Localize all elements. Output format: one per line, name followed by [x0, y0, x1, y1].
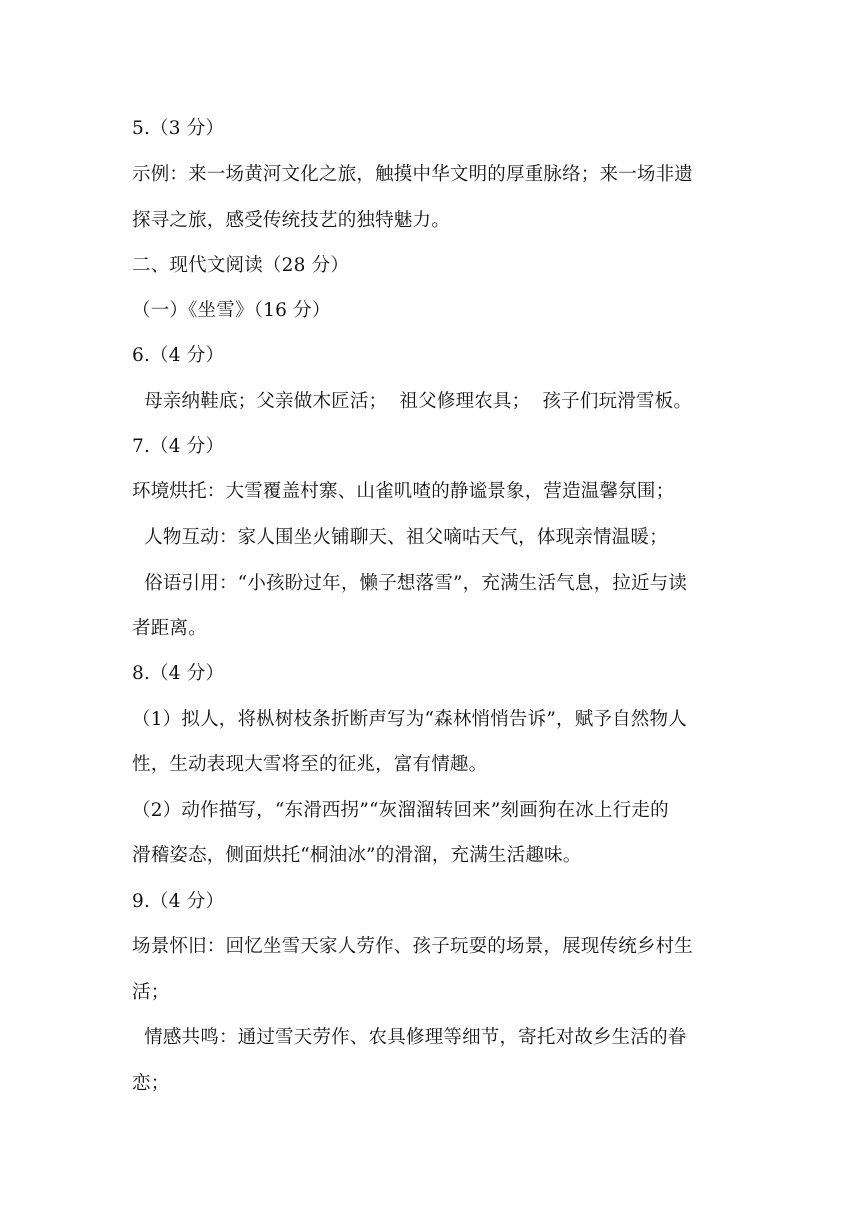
answer-5-line-1: 示例：来一场黄河文化之旅，触摸中华文明的厚重脉络；来一场非遗 — [132, 164, 694, 185]
question-7-heading: 7.（4 分） — [132, 436, 225, 457]
question-5-heading: 5.（3 分） — [132, 118, 225, 139]
question-9-heading: 9.（4 分） — [132, 891, 225, 912]
answer-7-line-4: 者距离。 — [132, 618, 207, 639]
answer-9-line-2: 活； — [132, 982, 170, 1003]
answer-7-line-3: 俗语引用：“小孩盼过年，懒子想落雪”，充满生活气息，拉近与读 — [132, 573, 688, 594]
question-6-heading: 6.（4 分） — [132, 345, 225, 366]
answer-9-line-3: 情感共鸣：通过雪天劳作、农具修理等细节，寄托对故乡生活的眷 — [132, 1027, 687, 1048]
question-8-heading: 8.（4 分） — [132, 663, 225, 684]
answer-8-line-1: （1）拟人，将枞树枝条折断声写为“森林悄悄告诉”，赋予自然物人 — [132, 709, 687, 730]
answer-8-line-2: 性，生动表现大雪将至的征兆，富有情趣。 — [132, 754, 488, 775]
section-heading-modern-reading: 二、现代文阅读（28 分） — [132, 255, 350, 276]
answer-7-line-2: 人物互动：家人围坐火铺聊天、祖父嘀咕天气，体现亲情温暖； — [132, 527, 668, 548]
subsection-heading-zuoxue: （一）《坐雪》（16 分） — [132, 300, 331, 321]
answer-9-line-4: 恋； — [132, 1073, 170, 1094]
answer-5-line-2: 探寻之旅，感受传统技艺的独特魅力。 — [132, 210, 450, 231]
answer-8-line-3: （2）动作描写，“东滑西拐”“灰溜溜转回来”刻画狗在冰上行走的 — [132, 800, 669, 821]
answer-7-line-1: 环境烘托：大雪覆盖村寨、山雀叽喳的静谧景象，营造温馨氛围； — [132, 481, 675, 502]
answer-9-line-1: 场景怀旧：回忆坐雪天家人劳作、孩子玩耍的场景，展现传统乡村生 — [132, 936, 694, 957]
answer-8-line-4: 滑稽姿态，侧面烘托“桐油冰”的滑溜，充满生活趣味。 — [132, 845, 582, 866]
answer-6-line-1: 母亲纳鞋底；父亲做木匠活； 祖父修理农具； 孩子们玩滑雪板。 — [132, 391, 693, 412]
